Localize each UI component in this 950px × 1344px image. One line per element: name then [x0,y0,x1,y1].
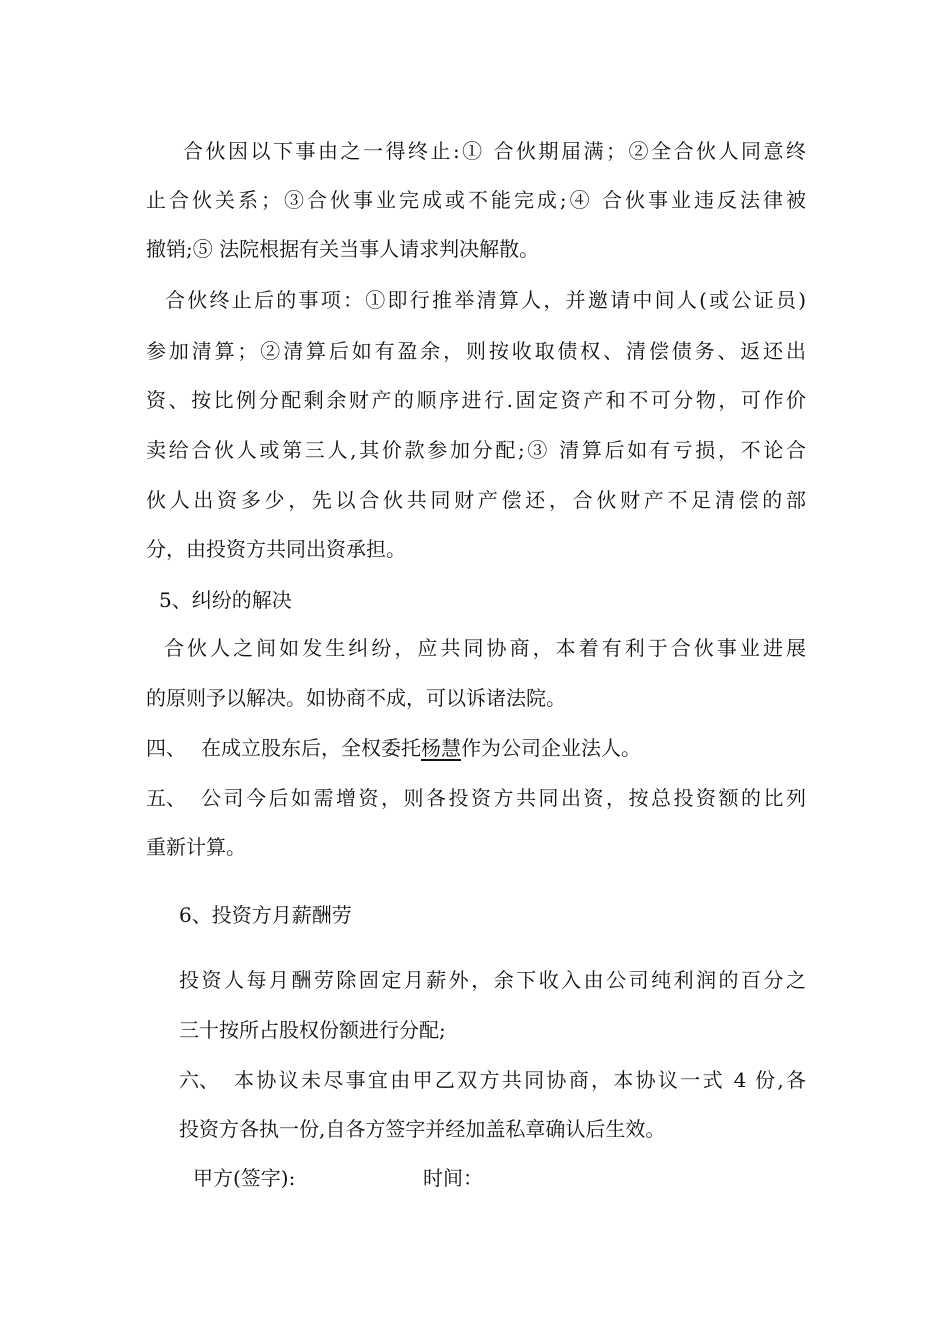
section6-heading: 6、投资方月薪酬劳 [179,903,352,927]
para2-line1: 合伙终止后的事项：①即行推举清算人，并邀请中间人(或公证员) [165,288,806,312]
para2-line2: 参加清算；②清算后如有盈余，则按收取债权、清偿债务、返还出 [146,339,806,363]
section5-heading: 5、纠纷的解决 [159,588,292,612]
section5-line2: 的原则予以解决。如协商不成，可以诉诸法院。 [146,686,566,710]
item4-text-after: 作为公司企业法人。 [461,736,641,760]
item4-text [201,734,641,762]
section6-line1: 投资人每月酬劳除固定月薪外，余下收入由公司纯利润的百分之 [179,968,806,992]
item5-line2: 重新计算。 [146,835,246,859]
party-a-signature-label: 甲方(签字): [193,1166,296,1190]
section5-line1: 合伙人之间如发生纠纷，应共同协商，本着有利于合伙事业进展 [164,636,806,660]
para1-line2: 止合伙关系；③合伙事业完成或不能完成;④ 合伙事业违反法律被 [146,188,806,212]
para1-line1: 合伙因以下事由之一得终止:① 合伙期届满；②全合伙人同意终 [183,139,806,163]
item6-line2: 投资方各执一份,自各方签字并经加盖私章确认后生效。 [179,1117,666,1141]
item4-text-before: 在成立股东后，全权委托 [201,736,421,760]
para1-line3: 撤销;⑤ 法院根据有关当事人请求判决解散。 [146,237,540,261]
para2-line4: 卖给合伙人或第三人,其价款参加分配;③ 清算后如有亏损，不论合 [146,438,806,462]
item5-number: 五、 [146,786,186,810]
item6-line1: 本协议未尽事宜由甲乙双方共同协商，本协议一式 4 份,各 [234,1068,806,1092]
signature-time-label: 时间： [423,1166,483,1190]
item4-legal-person-name: 杨慧 [421,736,461,760]
item6-number: 六、 [179,1068,219,1092]
section6-line2: 三十按所占股权份额进行分配; [179,1018,446,1042]
item4-number: 四、 [146,736,186,760]
para2-line6: 分，由投资方共同出资承担。 [146,537,406,561]
para2-line5: 伙人出资多少，先以合伙共同财产偿还，合伙财产不足清偿的部 [146,488,806,512]
para2-line3: 资、按比例分配剩余财产的顺序进行.固定资产和不可分物，可作价 [146,388,806,412]
item5-line1: 公司今后如需增资，则各投资方共同出资，按总投资额的比列 [201,786,806,810]
